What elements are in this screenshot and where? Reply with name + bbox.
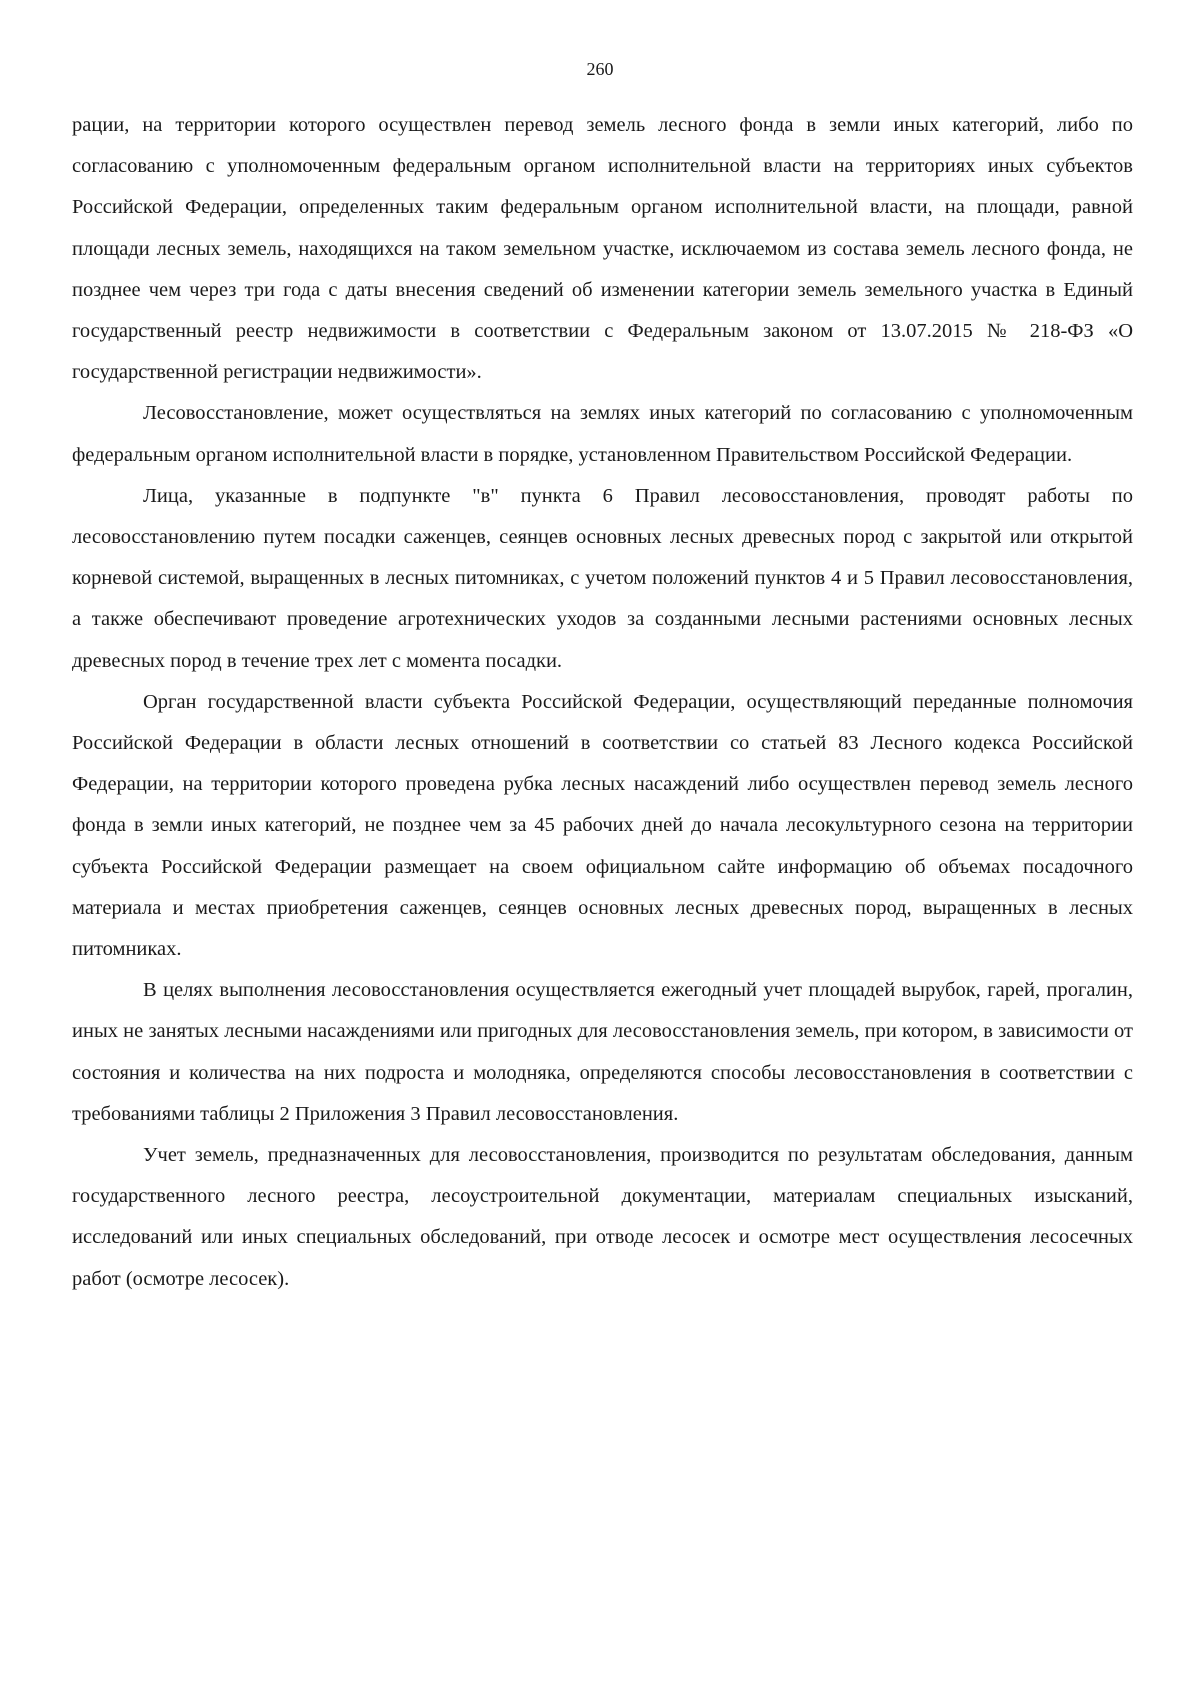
paragraph: Учет земель, предназначенных для лесовосстановления, производится по результатам обследования, данным государственного лесного реестра, лесоустроительной документации, материалам специальных изысканий, исследований или иных специальных обследований, при отводе лесосек и осмотре мест осуществления лесосечных работ (осмотре лесосек). xyxy=(72,1144,1133,1290)
paragraph: Лица, указанные в подпункте "в" пункта 6 Правил лесовосстановления, проводят работы по лесовосстановлению путем посадки саженцев, сеянцев основных лесных древесных пород с закрытой или открытой корневой системой, выращенных в лесных питомниках, с учетом положений пунктов 4 и 5 Правил лесовосстановления, а также обеспечивают проведение агротехнических уходов за созданными лесными растениями основных лесных древесных пород в течение трех лет с момента посадки. xyxy=(72,484,1133,672)
paragraph: Лесовосстановление, может осуществляться на землях иных категорий по согласованию с уполномоченным федеральным органом исполнительной власти в порядке, установленном Правительством Российской Федерации. xyxy=(72,402,1133,466)
paragraph: В целях выполнения лесовосстановления осуществляется ежегодный учет площадей вырубок, гарей, прогалин, иных не занятых лесными насаждениями или пригодных для лесовосстановления земель, при котором, в зависимости от состояния и количества на них подроста и молодняка, определяются способы лесовосстановления в соответствии с требованиями таблицы 2 Приложения 3 Правил лесовосстановления. xyxy=(72,979,1133,1125)
page-number: 260 xyxy=(586,59,614,79)
paragraph-continuation: рации, на территории которого осуществлен перевод земель лесного фонда в земли иных категорий, либо по согласованию с уполномоченным федеральным органом исполнительной власти на территориях иных субъектов Российской Федерации, определенных таким федеральным органом исполнительной власти, на площади, равной площади лесных земель, находящихся на таком земельном участке, исключаемом из состава земель лесного фонда, не позднее чем через три года с даты внесения сведений об изменении категории земель земельного участка в Единый государственный реестр недвижимости в соответствии с Федеральным законом от 13.07.2015 № 218-ФЗ «О государственной регистрации недвижимости». xyxy=(72,114,1133,384)
body-text xyxy=(72,105,1133,1300)
paragraph: Орган государственной власти субъекта Российской Федерации, осуществляющий переданные полномочия Российской Федерации в области лесных отношений в соответствии со статьей 83 Лесного кодекса Российской Федерации, на территории которого проведена рубка лесных насаждений либо осуществлен перевод земель лесного фонда в земли иных категорий, не позднее чем за 45 рабочих дней до начала лесокультурного сезона на территории субъекта Российской Федерации размещает на своем официальном сайте информацию об объемах посадочного материала и местах приобретения саженцев, сеянцев основных лесных древесных пород, выращенных в лесных питомниках. xyxy=(72,690,1133,961)
